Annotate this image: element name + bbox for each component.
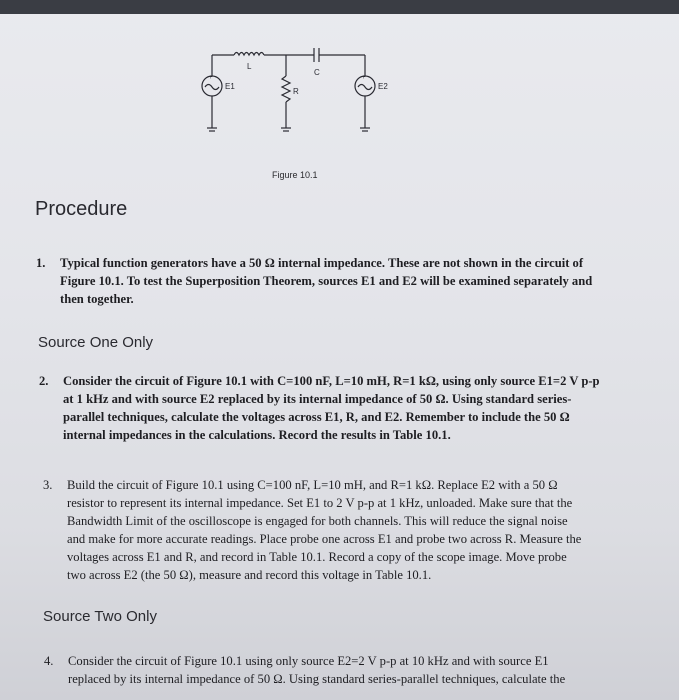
text-line: Typical function generators have a 50 Ω internal impedance. These are not shown in the circuit of xyxy=(60,256,584,270)
text-line: resistor to represent its internal impedance. Set E1 to 2 V p-p at 1 kHz, unloaded. Make sure that the xyxy=(67,496,573,510)
source-one-heading: Source One Only xyxy=(38,334,154,351)
step-text xyxy=(67,476,581,584)
text-line: Build the circuit of Figure 10.1 using C=100 nF, L=10 mH, and R=1 kΩ. Replace E2 with a 50 Ω xyxy=(67,478,558,492)
text-line: at 1 kHz and with source E2 replaced by its internal impedance of 50 Ω. Using standard series- xyxy=(63,392,572,406)
step-number: 1. xyxy=(36,256,46,270)
label-r: R xyxy=(293,87,299,96)
svg-text:+: + xyxy=(209,75,213,81)
step-number: 2. xyxy=(39,374,49,388)
svg-text:+: + xyxy=(362,75,366,81)
text-line: then together. xyxy=(60,292,134,306)
label-l: L xyxy=(247,62,252,71)
step-number: 4. xyxy=(44,654,54,668)
inductor-symbol xyxy=(234,53,264,56)
step-text xyxy=(60,254,592,308)
text-line: Bandwidth Limit of the oscilloscope is engaged for both channels. This will reduce the signal noise xyxy=(67,514,568,528)
procedure-heading: Procedure xyxy=(35,198,128,220)
text-line: voltages across E1 and R, and record in Table 10.1. Record a copy of the scope image. Move probe xyxy=(67,550,567,564)
label-c: C xyxy=(314,68,320,77)
text-line: replaced by its internal impedance of 50 Ω. Using standard series-parallel techniques, calculate the xyxy=(68,672,566,686)
label-e2: E2 xyxy=(378,82,388,91)
circuit-diagram xyxy=(190,30,420,145)
resistor-symbol xyxy=(282,76,290,102)
figure-caption: Figure 10.1 xyxy=(272,170,318,180)
step-text xyxy=(68,652,565,688)
step-text xyxy=(63,372,600,444)
text-line: two across E2 (the 50 Ω), measure and record this voltage in Table 10.1. xyxy=(67,568,432,582)
source-two-heading: Source Two Only xyxy=(43,608,157,625)
text-line: internal impedances in the calculations. Record the results in Table 10.1. xyxy=(63,428,451,442)
top-edge-bar xyxy=(0,0,679,14)
text-line: Figure 10.1. To test the Superposition Theorem, sources E1 and E2 will be examined separately and xyxy=(60,274,593,288)
text-line: parallel techniques, calculate the voltages across E1, R, and E2. Remember to include the 50 Ω xyxy=(63,410,570,424)
text-line: and make for more accurate readings. Place probe one across E1 and probe two across R. Measure the xyxy=(67,532,582,546)
text-line: Consider the circuit of Figure 10.1 using only source E2=2 V p-p at 10 kHz and with source E1 xyxy=(68,654,549,668)
label-e1: E1 xyxy=(225,82,235,91)
text-line: Consider the circuit of Figure 10.1 with C=100 nF, L=10 mH, R=1 kΩ, using only source E1=2 V p-p xyxy=(63,374,600,388)
step-number: 3. xyxy=(43,478,53,492)
